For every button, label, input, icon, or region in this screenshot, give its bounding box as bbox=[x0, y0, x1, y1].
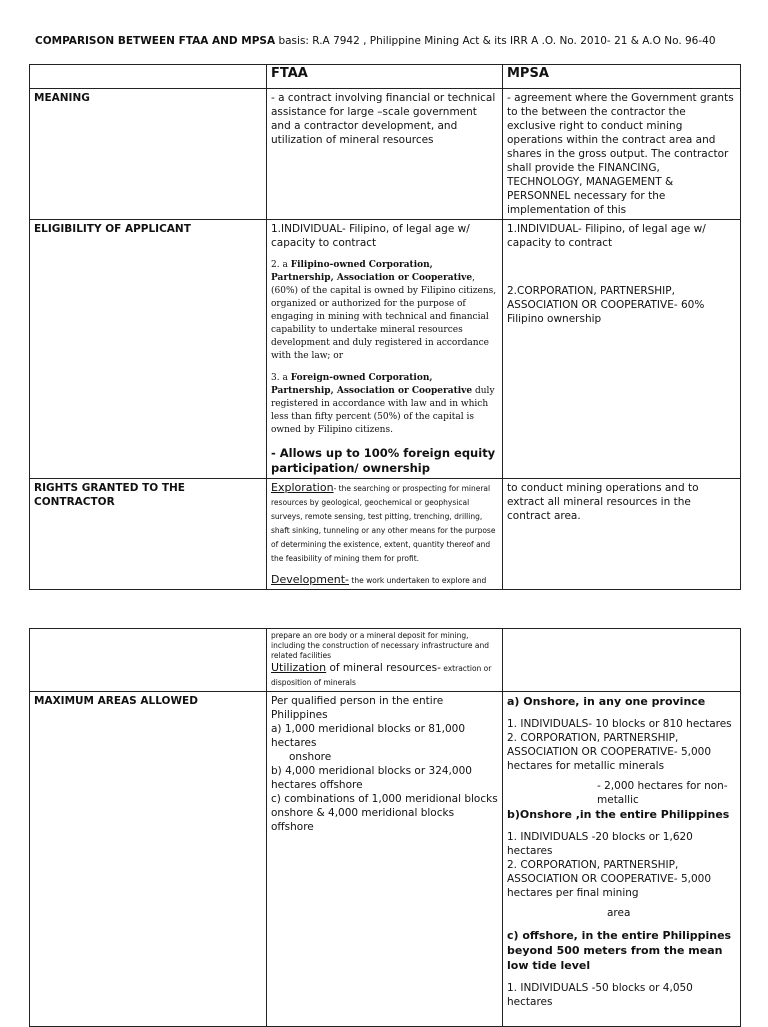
header-mpsa: MPSA bbox=[503, 65, 741, 89]
header-empty-cell bbox=[30, 65, 267, 89]
mpsa-rights-continued-empty bbox=[503, 629, 741, 692]
mpsa-max-b-3: area bbox=[607, 907, 631, 919]
mpsa-max-a-2: 2. CORPORATION, PARTNERSHIP, ASSOCIATION OR COOPERATIVE- 5,000 hectares for metallic minerals bbox=[507, 732, 712, 772]
heading-title: COMPARISON BETWEEN FTAA AND MPSA bbox=[35, 35, 276, 47]
label-eligibility: ELIGIBILITY OF APPLICANT bbox=[30, 220, 267, 479]
mpsa-max-b-1: 1. INDIVIDUALS -20 blocks or 1,620 hectares bbox=[507, 831, 693, 857]
mpsa-max-areas bbox=[503, 692, 741, 1027]
ftaa-rights-development: Development- the work undertaken to explore and bbox=[271, 573, 487, 586]
ftaa-max-a-onshore: onshore bbox=[289, 751, 332, 763]
mpsa-eligibility-individual: 1.INDIVIDUAL- Filipino, of legal age w/ capacity to contract bbox=[507, 223, 706, 249]
mpsa-max-a-head: a) Onshore, in any one province bbox=[507, 695, 706, 708]
ftaa-max-intro: Per qualified person in the entire Philippines bbox=[271, 695, 444, 721]
ftaa-rights bbox=[267, 479, 503, 590]
document-heading bbox=[35, 35, 725, 48]
ftaa-eligibility-individual: 1.INDIVIDUAL- Filipino, of legal age w/ capacity to contract bbox=[271, 223, 470, 249]
row-rights bbox=[30, 479, 741, 590]
comparison-table-1 bbox=[29, 64, 741, 590]
mpsa-max-b-head: b)Onshore ,in the entire Philippines bbox=[507, 808, 730, 821]
ftaa-eligibility bbox=[267, 220, 503, 479]
heading-basis: basis: R.A 7942 , Philippine Mining Act & its IRR A .O. No. 2010- 21 & A.O No. 96-40 bbox=[275, 35, 716, 47]
ftaa-eligibility-filipino-corp: 2. a Filipino-owned Corporation, Partnership, Association or Cooperative, (60%) of the capital is owned by Filipino citizens, organized or authorized for the purpose of engaging in mining with technical and financial capability to undertake mineral resources development and duly registered in accordance with the law; or bbox=[271, 260, 497, 361]
mpsa-eligibility bbox=[503, 220, 741, 479]
ftaa-rights-exploration: Exploration- the searching or prospecting for mineral resources by geological, geochemical or geophysical surveys, remote sensing, test pitting, trenching, drilling, shaft sinking, tunneling or any other means for the purpose of determining the existence, extent, quantity thereof and the feasibility of mining them for profit. bbox=[271, 481, 496, 563]
ftaa-meaning: - a contract involving financial or technical assistance for large –scale government and a contractor development, and utilization of mineral resources bbox=[267, 89, 503, 220]
mpsa-meaning: - agreement where the Government grants to the between the contractor the exclusive right to conduct mining operations within the contract area and shares in the gross output. The contractor shall provide the FINANCING, TECHNOLOGY, MANAGEMENT & PERSONNEL necessary for the implementation of this bbox=[503, 89, 741, 220]
ftaa-max-c: c) combinations of 1,000 meridional blocks onshore & 4,000 meridional blocks offshore bbox=[271, 793, 498, 833]
label-rights: RIGHTS GRANTED TO THE CONTRACTOR bbox=[30, 479, 267, 590]
ftaa-eligibility-foreign-corp: 3. a Foreign-owned Corporation, Partnership, Association or Cooperative duly registered in accordance with law and in which less than fifty percent (50%) of the capital is owned by Filipino citizens. bbox=[271, 373, 495, 435]
mpsa-eligibility-corp: 2.CORPORATION, PARTNERSHIP, ASSOCIATION OR COOPERATIVE- 60% Filipino ownership bbox=[507, 285, 705, 325]
ftaa-rights-continued bbox=[267, 629, 503, 692]
mpsa-rights: to conduct mining operations and to extract all mineral resources in the contract area. bbox=[503, 479, 741, 590]
ftaa-development-cont: prepare an ore body or a mineral deposit for mining, including the construction of necessary infrastructure and related facilities bbox=[271, 631, 489, 660]
label-max-areas: MAXIMUM AREAS ALLOWED bbox=[30, 692, 267, 1027]
mpsa-max-a-3: - 2,000 hectares for non-metallic bbox=[597, 780, 728, 806]
label-empty-cell bbox=[30, 629, 267, 692]
mpsa-max-c-1: 1. INDIVIDUALS -50 blocks or 4,050 hectares bbox=[507, 982, 693, 1008]
mpsa-max-a-1: 1. INDIVIDUALS- 10 blocks or 810 hectares bbox=[507, 718, 732, 730]
header-ftaa: FTAA bbox=[267, 65, 503, 89]
label-meaning: MEANING bbox=[30, 89, 267, 220]
ftaa-max-b: b) 4,000 meridional blocks or 324,000 hectares offshore bbox=[271, 765, 472, 791]
ftaa-eligibility-foreign-equity: - Allows up to 100% foreign equity participation/ ownership bbox=[271, 446, 496, 475]
comparison-table-2 bbox=[29, 628, 741, 1027]
row-eligibility bbox=[30, 220, 741, 479]
mpsa-max-b-2: 2. CORPORATION, PARTNERSHIP, ASSOCIATION OR COOPERATIVE- 5,000 hectares per final mining bbox=[507, 859, 712, 899]
row-meaning bbox=[30, 89, 741, 220]
mpsa-max-c-head: c) offshore, in the entire Philippines beyond 500 meters from the mean low tide level bbox=[507, 929, 732, 972]
ftaa-max-a: a) 1,000 meridional blocks or 81,000 hectares bbox=[271, 723, 466, 749]
ftaa-utilization: Utilization of mineral resources- extraction or disposition of minerals bbox=[271, 661, 492, 687]
row-rights-continued bbox=[30, 629, 741, 692]
row-max-areas bbox=[30, 692, 741, 1027]
ftaa-max-areas bbox=[267, 692, 503, 1027]
table-header-row bbox=[30, 65, 741, 89]
